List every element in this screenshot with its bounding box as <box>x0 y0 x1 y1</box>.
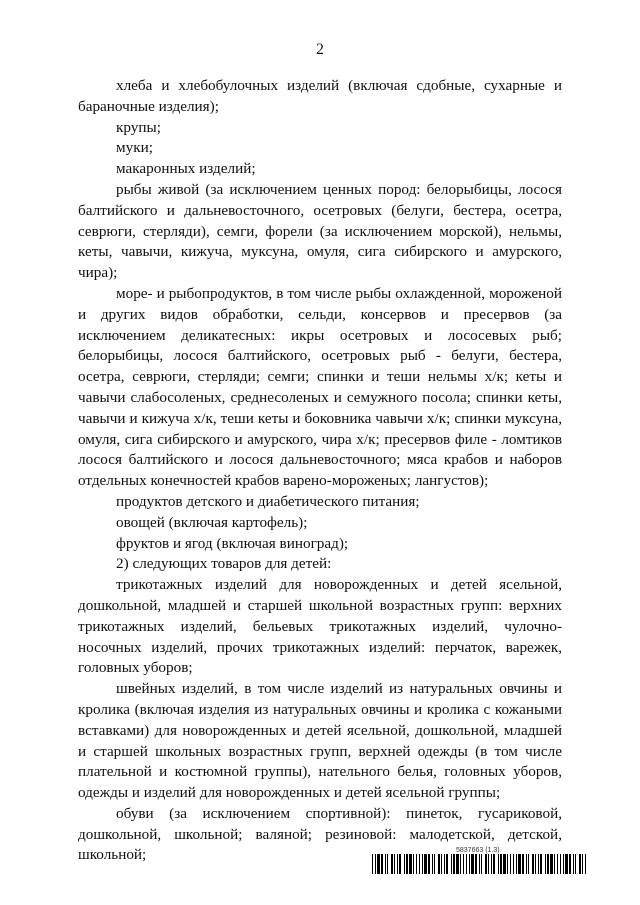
paragraph: швейных изделий, в том числе изделий из натуральных овчины и кролика (включая изделия из натуральных овчины и кролика с кожаными вставками) для новорожденных и детей ясельной, дошкольной, младшей и старшей школьных возрастных групп, верхней одежды (в том числе плательной и костюмной группы), нательного белья, головных уборов, одежды и изделий для новорожденных и детей ясельной группы; <box>78 680 562 802</box>
barcode-bar <box>563 854 564 874</box>
barcode-bar <box>387 854 388 874</box>
barcode-bar <box>456 854 459 874</box>
paragraph: крупы; <box>116 118 161 136</box>
barcode-bar <box>475 854 477 874</box>
paragraph: хлеба и хлебобулочных изделий (включая сдобные, сухарные и бараночные изделия); <box>78 77 562 115</box>
paragraph: трикотажных изделий для новорожденных и детей ясельной, дошкольной, младшей и старшей школьной возрастных групп: верхних трикотажных изделий, бельевых трикотажных изделий, чулочно-носочных изделий, прочих трикотажных изделий: перчаток, варежек, головных уборов; <box>78 576 562 677</box>
barcode-bar <box>391 854 393 874</box>
barcode-bar <box>424 854 427 874</box>
barcode-bar <box>498 854 499 874</box>
barcode-bar <box>516 854 517 874</box>
barcode-bar <box>438 854 440 874</box>
barcode-bar <box>481 854 482 874</box>
barcode-bar <box>507 854 508 874</box>
barcode-bar <box>451 854 452 874</box>
barcode-bar <box>573 854 574 874</box>
barcode-bar <box>528 854 529 874</box>
barcode-bar <box>500 854 502 874</box>
paragraph: макаронных изделий; <box>116 160 256 178</box>
document-code: 5837663 (1.3) <box>456 847 500 854</box>
barcode-bar <box>394 854 395 874</box>
barcode-icon <box>372 854 588 874</box>
paragraph: овощей (включая картофель); <box>116 513 308 531</box>
barcode-bar <box>538 854 539 874</box>
paragraph: фруктов и ягод (включая виноград); <box>116 534 349 552</box>
barcode-bar <box>422 854 423 874</box>
document-body <box>78 76 562 866</box>
barcode-bar <box>397 854 398 874</box>
barcode-bar <box>532 854 534 874</box>
barcode-bar <box>522 854 524 874</box>
barcode-bar <box>569 854 571 874</box>
paragraph: обуви (за исключением спортивной): пинеток, гусариковой, дошкольной, школьной; валяной; резиновой: малодетской, детской, школьной; <box>78 804 562 864</box>
barcode-bar <box>491 854 492 874</box>
barcode-bar <box>460 854 461 874</box>
barcode-bar <box>493 854 495 874</box>
barcode-bar <box>560 854 561 874</box>
barcode-bar <box>554 854 555 874</box>
paragraph: рыбы живой (за исключением ценных пород: белорыбицы, лосося балтийского и дальневосточного, осетровых (белуги, бестера, осетра, севрюги, стерляди), семги, форели (за исключением морской), нельмы, кеты, чавычи, кижуча, муксуна, омуля, сига сибирского и амурского, чира); <box>78 180 562 282</box>
barcode-bar <box>585 854 586 874</box>
barcode-bar <box>404 854 405 874</box>
barcode-bar <box>432 854 433 874</box>
barcode-bar <box>416 854 417 874</box>
barcode-bar <box>453 854 455 874</box>
paragraph: море- и рыбопродуктов, в том числе рыбы охлажденной, мороженой и других видов обработки, сельди, консервов и пресервов (за исключением деликатесных: икры осетровых и лососевых рыб; белорыбицы, лосося балтийского, осетровых рыб - белуги, бестера, осетра, севрюги, стерляди; семги; спинки и теши нельмы х/к; кеты и чавычи слабосоленых, среднесоленых и семужного посола; спинки кеты, чавычи и кижуча х/к, теши кеты и боковника чавычи х/к; спинки муксуна, омуля, сига сибирского и амурского, чира х/к; пресервов филе - ломтиков лосося балтийского и лосося дальневосточного; мяса крабов и наборов отдельных конечностей крабов варено-мороженых; лангустов); <box>78 284 562 490</box>
barcode-bar <box>503 854 506 874</box>
barcode-bar <box>513 854 514 874</box>
barcode-bar <box>547 854 549 874</box>
barcode-bar <box>466 854 467 874</box>
barcode-bar <box>375 854 376 874</box>
barcode-bar <box>471 854 474 874</box>
barcode-bar <box>535 854 536 874</box>
barcode-bar <box>399 854 401 874</box>
barcode-bar <box>518 854 521 874</box>
barcode-bar <box>409 854 412 874</box>
barcode-bar <box>446 854 448 874</box>
barcode-bar <box>557 854 558 874</box>
barcode-bar <box>441 854 442 874</box>
barcode-bar <box>444 854 445 874</box>
barcode-bar <box>381 854 383 874</box>
barcode-bar <box>510 854 511 874</box>
barcode-bar <box>540 854 542 874</box>
barcode-bar <box>469 854 470 874</box>
barcode-bar <box>582 854 583 874</box>
barcode-bar <box>385 854 386 874</box>
barcode-bar <box>565 854 568 874</box>
page-number: 2 <box>316 41 324 58</box>
barcode-bar <box>428 854 430 874</box>
barcode-bar <box>485 854 487 874</box>
barcode-bar <box>545 854 546 874</box>
barcode-bar <box>463 854 464 874</box>
barcode-bar <box>413 854 414 874</box>
barcode-bar <box>434 854 435 874</box>
barcode-bar <box>575 854 576 874</box>
paragraph: 2) следующих товаров для детей: <box>116 555 332 573</box>
barcode-bar <box>406 854 408 874</box>
barcode-bar <box>479 854 480 874</box>
barcode-bar <box>526 854 527 874</box>
paragraph: продуктов детского и диабетического питания; <box>116 492 420 510</box>
barcode-bar <box>579 854 581 874</box>
barcode-bar <box>377 854 380 874</box>
barcode-bar <box>372 854 373 874</box>
paragraph: муки; <box>116 139 153 157</box>
barcode-bar <box>488 854 489 874</box>
barcode-bar <box>419 854 420 874</box>
barcode-bar <box>550 854 553 874</box>
